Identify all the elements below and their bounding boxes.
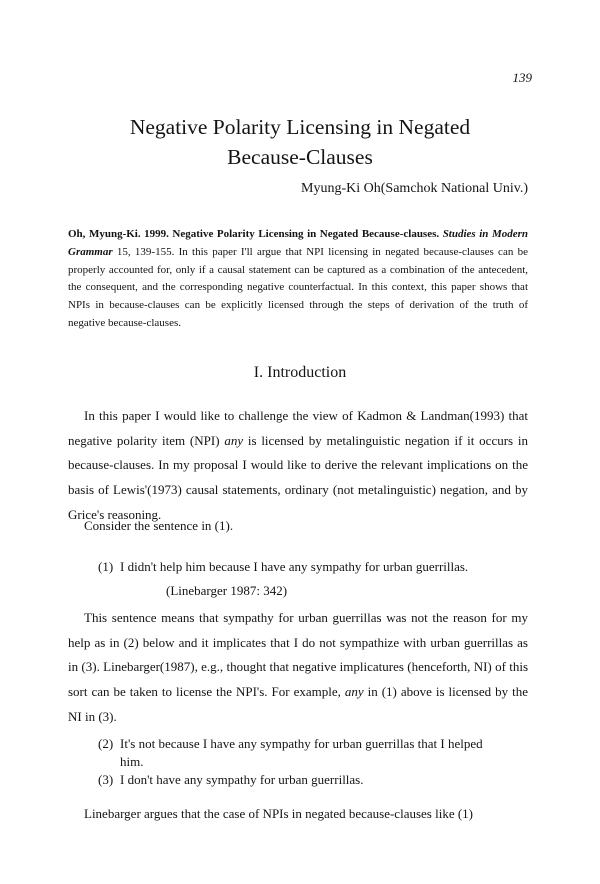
- example-2: [98, 733, 538, 756]
- last-line: Linebarger argues that the case of NPIs in negated because-clauses like (1): [84, 806, 474, 821]
- paragraph-2-text-part1: This sentence means that sympathy for urban guerrillas was not the reason for my help as in (2) below and it implicates that I do not sympathize with urban guerrillas as in (3). Linebarger(1987), e.g., thought that negative implicatures (henceforth, NI) of this sort can be taken to license the NPI's. For example,: [68, 610, 528, 700]
- title-line-1: Negative Polarity Licensing in Negated: [129, 115, 471, 139]
- journal-pages: 15, 139-155.: [112, 245, 175, 258]
- example-2-number: (2): [98, 736, 114, 751]
- paper-title: [0, 112, 600, 172]
- body-paragraph-2: [68, 606, 528, 730]
- section-heading: I. Introduction: [253, 364, 347, 381]
- example-2-continuation: him.: [120, 754, 144, 769]
- example-1-text: I didn't help him because I have any sympathy for urban guerrillas.: [120, 559, 469, 574]
- abstract-body: In this paper I'll argue that NPI licensing in negated because-clauses can be properly accounted for, only if a causal statement can be captured as a combination of the antecedent, the consequent, and the corresponding negative counterfactual. In this context, this paper shows that NPIs in because-clauses can be explicitly licensed through the steps of derivation of the truth of negative because-clauses.: [68, 245, 528, 329]
- abstract: [68, 226, 528, 333]
- abstract-citation: Oh, Myung-Ki. 1999. Negative Polarity Licensing in Negated Because-clauses.: [68, 228, 440, 240]
- title-line-2: Because-Clauses: [227, 145, 373, 169]
- example-1: [98, 556, 538, 579]
- npi-any-term: any: [224, 432, 244, 448]
- consider-line: Consider the sentence in (1).: [84, 518, 234, 533]
- example-2-text: It's not because I have any sympathy for urban guerrillas that I helped: [120, 736, 483, 751]
- intro-text-part2: is licensed by metalinguistic negation if it occurs in because-clauses. In my proposal I would like to derive the relevant implications on the basis of Lewis'(1973) causal statements, ordinary (not metalinguistic) negation, and by Grice's reasoning.: [68, 432, 528, 522]
- example-1-number: (1): [98, 559, 114, 574]
- author-affiliation: Myung-Ki Oh(Samchok National Univ.): [301, 181, 528, 196]
- example-3-number: (3): [98, 772, 114, 787]
- npi-any-term: any: [344, 684, 364, 700]
- intro-paragraph: [68, 404, 528, 528]
- example-1-citation: (Linebarger 1987: 342): [166, 583, 288, 598]
- page-number: 139: [512, 70, 532, 85]
- journal-name: Studies in Modern Grammar: [68, 228, 529, 258]
- intro-text-part1: In this paper I would like to challenge the view of Kadmon & Landman(1993) that negative polarity item (NPI): [68, 408, 528, 448]
- example-3-text: I don't have any sympathy for urban guerrillas.: [120, 772, 364, 787]
- example-3: [98, 769, 538, 792]
- paragraph-2-text-part2: in (1) above is licensed by the NI in (3).: [68, 684, 528, 724]
